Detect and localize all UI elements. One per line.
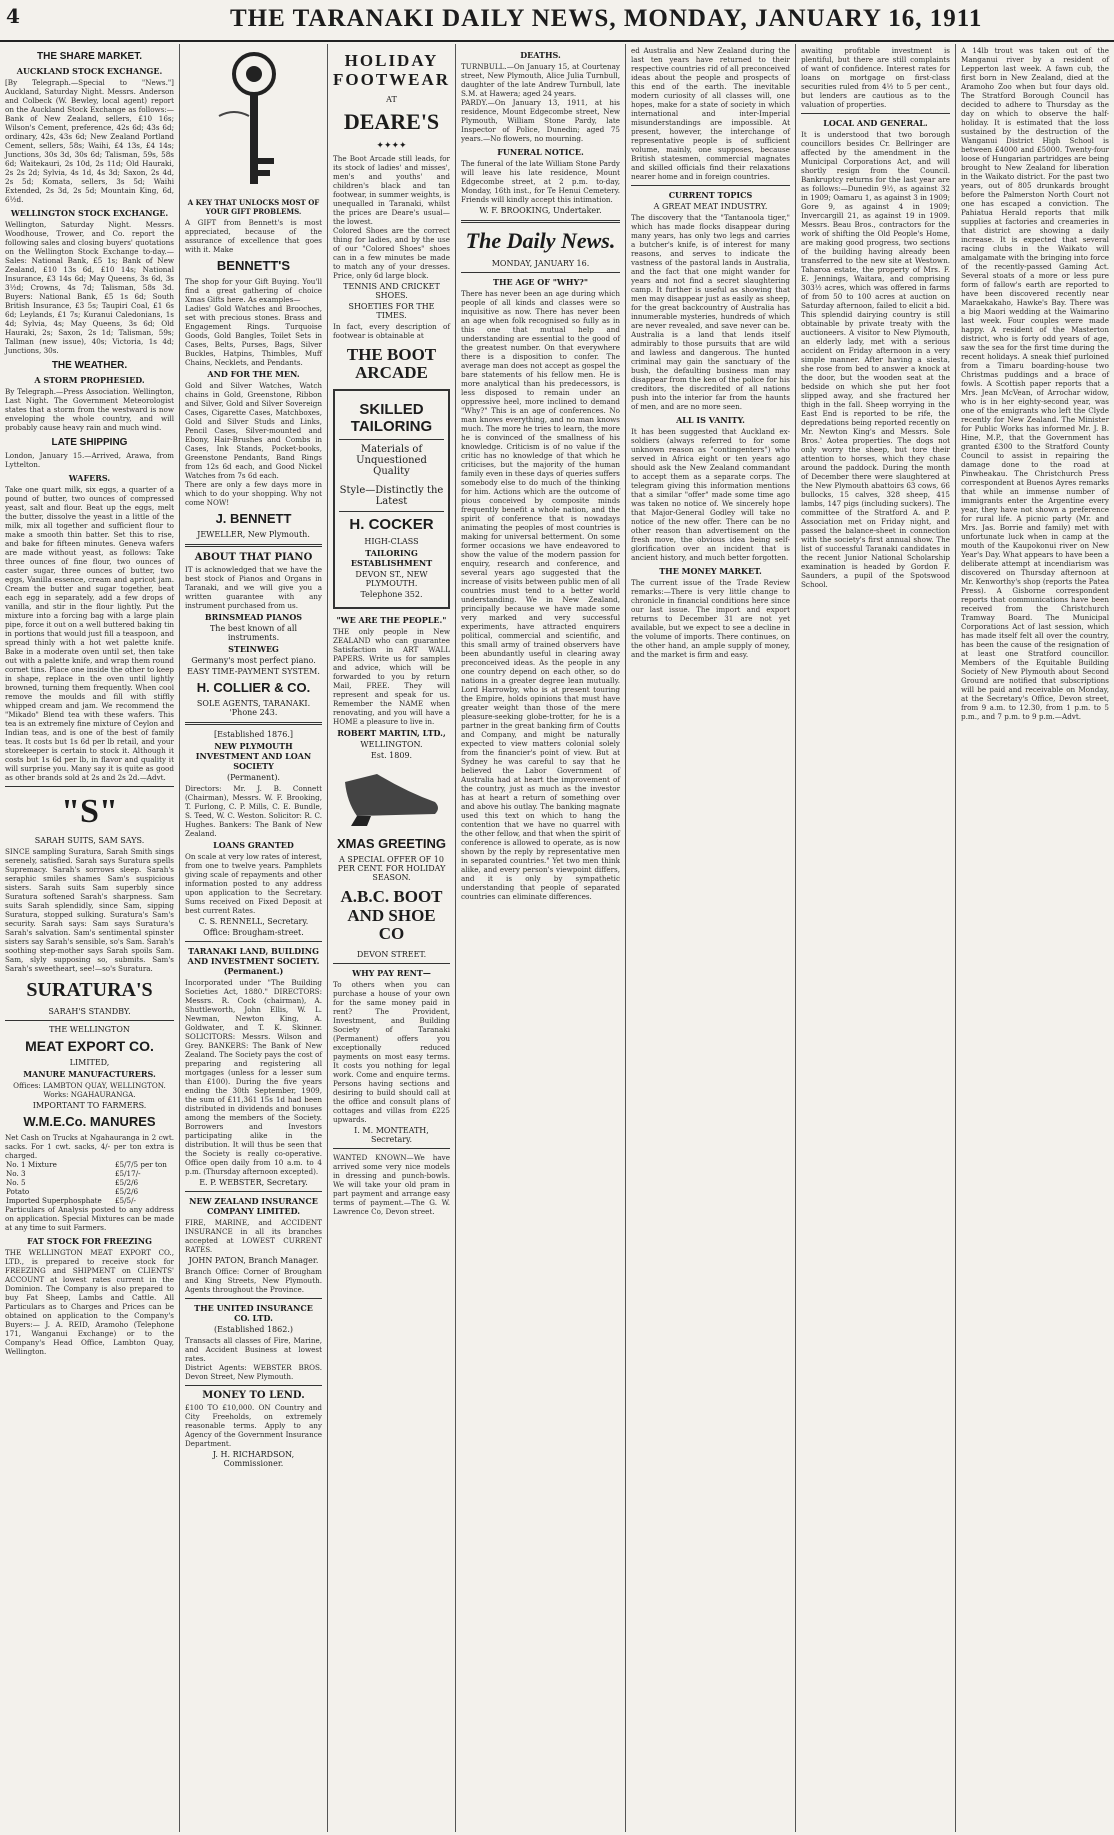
jeweller-label: JEWELLER, New Plymouth. [197,530,310,539]
shipping-report: London, January 15.—Arrived, Arawa, from Lyttelton. [5,451,177,469]
uic-established: (Established 1862.) [214,1325,293,1334]
page-number: 4 [6,4,20,28]
money-market-article: The current issue of the Trade Review remarks:—There is very little change to chronicle in financial conditions here since our last issue. The import and export returns to December 31 are not yet available, but we expect to see a decline in the volume of imports. There continues, on the other hand, an ample supply of money, and the market is firm and easy. [631,578,793,659]
age-why-continued: ed Australia and New Zealand during the last ten years have returned to their respective countries rid of all preconceived ideas about the people and prospects of this end of the earth. The inevitable modern curiosity of all classes will, one hopes, make for a state of society in which international and inter-Imperial misunderstandings are impossible. At present, however, the interchange of representative people is of sufficient volume, mainly, one supposes, because British statesmen, commercial magnates and skilled officials find their relaxations nearer home and in foreign countries. [631,46,793,181]
table-row: No. 5 £5/2/6 [6,1178,139,1188]
net-cash-text: Net Cash on Trucks at Ngahauranga in 2 cwt. sacks. For 1 cwt. sacks, 4/- per ton extra is charged. [5,1133,177,1161]
deares-heading: DEARE'S [343,109,440,135]
divider [339,511,444,512]
current-topics-heading: CURRENT TOPICS [668,190,753,200]
turnbull-notice: TURNBULL.—On January 15, at Courtenay street, New Plymouth, Alice Julia Turnbull, daughter of the late Andrew Turnbull, late S.M. at Hawera; aged 24 years. [461,62,623,98]
tlibs-text: Incorporated under "The Building Societies Act, 1880." DIRECTORS: Messrs. R. Cock (chairman), A. Shuttleworth, John Ellis, W. L. Newman, Newton King, A. Goldwater, and T. K. Skinner. SOLICITORS: Messrs. Wilson and Grey. BANKERS: The Bank of New Zealand. The Society pays the cost of preparing and registering all mortgages (unless for a lesser sum than £100). During the five years ending the 30th September, 1909, the sum of £11,361 15s 1d had been distributed in dividends and bonuses among the members of the Society. Borrowers and Investors participating alike in the distribution. It will thus be seen that the Society is really co-operative. Office open daily from 10 a.m. to 4 p.m. (Thursday afternoon excepted). [185,978,325,1176]
shipping-heading: LATE SHIPPING [51,437,128,448]
steinweg-heading: STEINWEG [228,644,279,654]
s-subheading: SARAH SUITS, SAM SAYS. [34,836,145,846]
meat-industry-article: The discovery that the "Tantanoola tiger," which has made flocks disappear during many years, has only two legs and carries a butcher's knife, is of interest for many reasons, and serves to indicate the vastness of the pastoral lands in Australia, and the fact that one might wander for years and not find a secret slaughtering camp. It further is useful as showing that men may disappear just as easily as sheep, for the great backcountry of Australia has innumerable mysteries, hundreds of which are never revealed, and save never can be. Australia is a land that lends itself admirably to those pursuits that are wild and lawless and dangerous. The hunted criminal may gain the sanctuary of the bush, the defaulting business man may disappear from the ken of the police for his creditors, the discredited of all nations push into the interior far from the haunts of men, and are no more seen. [631,213,793,411]
newspaper-title: THE TARANAKI DAILY NEWS, MONDAY, JANUARY 16, 1911 [230,5,983,32]
telephone-label: Telephone 352. [360,589,423,599]
meat-export-heading: MEAT EXPORT CO. [25,1038,154,1055]
suratura-copy: SINCE sampling Suratura, Sarah Smith sings serenely, satisfied. Sarah says Suratura spells Supremacy. Sarah's sorrows sleep. Sarah's seraphic smiles shames Sam's suspicious sisters. Sarah suits Sam superbly since Suratura softened Sarah's sharpness. Sam suits Sarah splendidly, since Sam, sipping Suratura, stopped sulking. Suratura's Sam's security. Sarah says: Sam says Suratura's Sarah's salvation. Sam's sentimental spinster sisters say Sarah's sensible, so's Sam. Sarah's soothing step-mother says Sarah spoils Sam. Sam, slyly supposing so, submits. Sam's Sarah's sweetheart, see!—so's Suratura. [5,847,177,974]
divider [339,439,444,440]
office-label: Office: Brougham-street. [203,928,304,937]
devon-address: DEVON ST., NEW PLYMOUTH. [355,569,428,588]
xmas-heading: XMAS GREETING [336,835,447,851]
at-label: AT [386,95,397,105]
novelty-text: There are only a few days more in which to do your shopping. Why not come NOW! [185,480,325,507]
column-7 [956,44,1114,1832]
auckland-report: [By Telegraph.—Special to "News."] Auckland, Saturday Night. Messrs. Anderson and Colbeck (W. Bewley, local agent) report on the Auckland Stock Exchange as follows:—Bank of New Zealand, sellers, £10 16s; Wilson's Cement, preference, 42s 6d; 43s 6d; ordinary, 42s, 43s 6d; New Zealand Portland Cement, sellers, 58s; Waihi, £4 13s, £4 14s; Junctions, 30s 3d, 30s 6d; Talisman, 59s, 58s 6d; Waitekauri, 2s 10d, 2s 11d; Old Hauraki, 2s 2s 2d; Sylvia, 4s 1d, 4s 3d; Saxon, 2s 4d, 2s 5d; Komata, sellers, 3s 5d; Waihi Extended, 2s 3d, 2s 5d; Mountain King, 6d, 6½d. [5,78,177,204]
wafers-heading: WAFERS. [68,473,111,483]
piano-heading: ABOUT THAT PIANO [194,552,313,563]
collier-text: SOLE AGENTS, TARANAKI. 'Phone 243. [196,699,311,717]
divider [185,1298,322,1299]
piano-text: IT is acknowledged that we have the best stock of Pianos and Organs in Taranaki, and we will give you a written guarantee with any instrument purchased from us. [185,565,325,610]
rennell-signature: C. S. RENNELL, Secretary. [198,917,309,926]
column-2 [180,44,328,1832]
established-label: [Established 1876.] [214,730,293,739]
webster-signature: E. P. WEBSTER, Secretary. [199,1178,308,1187]
xmas-offer: A SPECIAL OFFER OF 10 PER CENT. FOR HOLIDAY SEASON. [337,854,446,882]
table-row: No. 1 Mixture £5/7/5 per ton [6,1160,167,1170]
shoeties: SHOETIES FOR THE TIMES. [348,301,435,320]
people-heading: "WE ARE THE PEOPLE." [336,614,447,625]
tennis-shoes: TENNIS AND CRICKET SHOES. [343,281,440,300]
particulars-text: Particulars of Analysis posted to any address on application. Special Mixtures can be made at any time to suit Farmers. [5,1205,177,1233]
issue-date: MONDAY, JANUARY 16. [491,259,590,269]
divider [333,963,450,964]
wme-manures-heading: W.M.E.Co. MANURES [23,1114,156,1130]
gift-caption: A KEY THAT UNLOCKS MOST OF YOUR GIFT PROBLEMS. [187,198,320,216]
funeral-heading: FUNERAL NOTICE. [497,147,584,157]
style-text: Style—Distinctly the Latest [339,484,444,507]
local-general-heading: LOCAL AND GENERAL. [823,118,928,128]
npil-sub: (Permanent). [227,773,280,782]
vanity-heading: ALL IS VANITY. [676,415,745,425]
men-gifts: Gold and Silver Watches, Watch chains in Gold, Greenstone, Ribbon and Silver, Gold and Silver Sovereign Cases, Cigarette Cases, Matchboxes, Gold and Silver Studs and Links, Pencil Cases, Silver-mounted and Ebony, Hair-Brushes and Combs in Cases, Ink Stands, Pocket-books, Greenstone Pendants, Band Rings from 12s 6d each, and Good Nickel Watches from 7s 6d each. [185,381,325,480]
money-market-heading: THE MONEY MARKET. [659,566,762,576]
divider [185,544,322,547]
wellington-report: Wellington, Saturday Night. Messrs. Woodhouse, Trower, and Co. report the following sales and closing buyers' quotations on the Wellington Stock Exchange to-day.—Sales: National Bank, £5 1s; Bank of New Zealand, £10 13s 6d, £10 14s; National Insurance, £3 14s 6d; May Queens, 3s 6d, 3s 3½d; Crowns, 4s 7d; Talisman, 58s 3d. Buyers: National Bank, £5 1s 6d; South British Insurance, £3 5s; Taupiri Coal, £1 6s 6d; Leylands, £1 7s; Kuranui Caledonians, 1s 4d; Sylvia, 4s; May Queens, 3s 6d; Old Hauraki, 2s; Saxon, 2s 1d; Talisman, 59s; Tallman (new issue), 40s; Victoria, 1s 4d; Junctions, 30s. [5,220,177,355]
nzi-office: Branch Office: Corner of Brougham and King Streets, New Plymouth. Agents throughout the Province. [185,1267,325,1294]
paton-signature: JOHN PATON, Branch Manager. [188,1256,319,1265]
cocker-advert [333,389,450,609]
money-market-continued: awaiting profitable investment is plentiful, but there are still complaints of want of confidence. Interest rates for loans on mortgage on first-class securities ruled from 4½ to 5 per cent., but lenders are cautious as to the valuation of properties. [801,46,953,109]
key-illustration [199,46,309,196]
nzi-heading: NEW ZEALAND INSURANCE COMPANY LIMITED. [189,1196,318,1216]
divider [801,113,950,114]
column-1 [0,44,180,1832]
richardson-signature: J. H. RICHARDSON, Commissioner. [212,1450,295,1468]
auckland-exchange-heading: AUCKLAND STOCK EXCHANGE. [16,66,163,76]
divider [185,941,322,942]
divider [185,1191,322,1192]
manure-manufacturers: MANURE MANUFACTURERS. [23,1069,156,1080]
nzi-text: FIRE, MARINE, and ACCIDENT INSURANCE in all its branches accepted at LOWEST CURRENT RATES. [185,1218,325,1254]
money-heading: MONEY TO LEND. [202,1390,305,1401]
men-heading: AND FOR THE MEN. [207,369,300,379]
weather-subheading: A STORM PROPHESIED. [34,375,145,385]
materials-text: Materials of Unquestioned Quality [356,443,427,477]
offices-text: Offices: LAMBTON QUAY, WELLINGTON. Works: NGAHAURANGA. [13,1081,169,1100]
steinweg-text: Germany's most perfect piano. [191,656,316,665]
divider [5,786,174,787]
martin-established: Est. 1809. [370,750,413,760]
deaths-heading: DEATHS. [520,50,561,60]
abc-street: DEVON STREET. [356,950,427,959]
weather-report: By Telegraph.—Press Association. Wellington, Last Night. The Government Meteorologist states that a storm from the westward is now enveloping the whole country, and will probably cause heavy rain and much wind. [5,387,177,432]
monteath-signature: I. M. MONTEATH, Secretary. [354,1126,429,1144]
divider [333,1148,450,1149]
boot-arcade-heading: THE BOOT ARCADE [346,344,437,383]
ladies-gifts: Ladies' Gold Watches and Brooches, set with precious stones. Brass and Engagement Rings. Turquoise Goods, Gold Bangles, Toilet Sets in Cases, Belts, Purses, Bags, Silver Buckles, Hatpins, Thimbles, Muff Chains, Necklets, and Pendants. [185,304,325,367]
suratura-heading: SURATURA'S [26,979,153,1002]
masthead [0,0,1114,42]
people-text: THE only people in New ZEALAND who can guarantee Satisfaction in ART WALL PAPERS. Write us for samples and advice, which will be forwarded to you by return Mail, FREE. They will represent and speak for us. Remember the NAME when renovating, and you will have a HOME a pleasure to live in. [333,626,453,726]
martin-heading: ROBERT MARTIN, LTD., [337,727,446,738]
skilled-tailoring-heading: SKILLED TAILORING [350,400,433,435]
column-4 [456,44,626,1832]
gift-text: A GIFT from Bennett's is most appreciated, because of the assurance of excellence that goes with it. Make [185,218,325,254]
uic-heading: THE UNITED INSURANCE CO. LTD. [194,1303,313,1323]
collier-heading: H. COLLIER & CO. [196,680,311,695]
deares-text: The Boot Arcade still leads, for its stock of ladies' and misses', men's and youths' and children's black and tan footwear, in summer weights, is unequalled in Taranaki, whilst the prices are Deare's usual—the lowest. [333,153,453,226]
column-5 [626,44,796,1832]
vanity-article: It has been suggested that Auckland ex-soldiers (always referred to for some unknown reason as "contingenters") who served in Africa eight or ten years ago should ask the New Zealand commandant to accept them as a separate corps. The telegram giving this information mentions that a similar "offer" made some time ago was taken no notice of. We sincerely hope that Major-General Godley will take no notice of the new offer. There can be no other reason than advertisement on the fresh move, the obvious idea being self-glorification over an incident that is ancient history, and much better forgotten. [631,427,793,562]
jbennett-heading: J. BENNETT [215,511,292,526]
district-agents: District Agents: WEBSTER BROS. Devon Street, New Plymouth. [185,1363,325,1381]
wanted-text: WANTED KNOWN—We have arrived some very nice models in dressing and punch-bowls. We will take your old pram in part payment and arrange easy terms of payment.—The G. W. Lawrence Co, Devon street. [333,1153,453,1216]
divider [631,185,790,186]
rent-text: To others when you can purchase a house of your own for the same money paid in rent? The Provident, Investment, and Building Society of Taranaki (Permanent) offers you exceptionally reduced payments on most easy terms. It costs you nothing for legal work. Come and enquire terms. Persons having sections and desiring to build should call at the office and consult plans of cottages and villas from £225 upwards. [333,980,453,1124]
weather-heading: THE WEATHER. [51,360,128,371]
brinsmead-heading: BRINSMEAD PIANOS [204,612,303,622]
column-3 [328,44,456,1832]
fat-stock-heading: FAT STOCK FOR FREEZING [27,1236,152,1247]
table-row: Potato £5/2/6 [6,1187,139,1197]
boot-illustration [337,762,447,832]
npil-heading: NEW PLYMOUTH INVESTMENT AND LOAN SOCIETY [195,741,312,771]
divider [185,722,322,725]
rent-heading: WHY PAY RENT— [352,968,431,978]
funeral-text: The funeral of the late William Stone Pardy will leave his late residence, Mount Edgecombe street, at 2 p.m. to-day, Monday, 16th inst., for Te Henui Cemetery. Friends will kindly accept this intimation. [461,159,623,204]
tailoring-label: TAILORING ESTABLISHMENT [350,547,433,568]
divider [185,1385,322,1386]
meat-industry-heading: A GREAT MEAT INDUSTRY. [653,202,768,211]
martin-city: WELLINGTON. [360,739,423,749]
stars-ornament: ✦✦✦✦ [376,140,407,151]
bennetts-intro: The shop for your Gift Buying. You'll find a great gathering of choice Xmas Gifts here. As examples— [185,277,325,304]
s-letter: "S" [61,793,118,830]
divider [5,1020,174,1021]
divider [461,220,620,223]
loans-text: On scale at very low rates of interest, from one to twelve years. Pamphlets giving scale of repayments and other information posted to any address upon application to the Secretary. Sums received on Fixed Deposit at best current Rates. [185,852,325,915]
wellington-exchange-heading: WELLINGTON STOCK EXCHANGE. [10,208,169,218]
pardy-notice: PARDY.—On January 13, 1911, at his residence, Mount Edgecombe street, New Plymouth, William Stone Pardy, late Inspector of Police, Dunedin; aged 75 years.—No flowers, no mourning. [461,98,623,143]
age-why-article: There has never been an age during which people of all kinds and classes were so inquisitive as now. There has never been an age when folk recognised so fully as in this one that mutual help and understanding are essential to the good of the greatest number. On that everywhere there is a disposition to confer. The average man does not accept as gospel the bare statements of his fellow men. He is more analytical than his predecessors, is less disposed to remain under an oppressive heel, more inclined to demand "Why?" This is an age of conferences. No man knows everything, and no man knows much. The more he tries to learn, the more he is convinced of the smallness of his knowledge. Criticism is of no value if the critic has no knowledge of that which he criticises, but the majority of the human family even in these days of queries suffers somebody else to do much of the thinking for him. Actions which are the outcome of pious conceived by composite minds frequently benefit a whole nation, and the spirit of conference that is nowadays animating the peoples of most countries is making for universal betterment. On some former occasions we have endeavored to show the value of the modern passion for enquiry, research and conference, and several years ago suggested that the increase of visits between public men of all countries must tend to a better world understanding. We in New Zealand, principally because we have made some very marked and very successful experiments, have attracted enquirers political, commercial and scientific, and this small army of trained observers have been abundantly useful in clearing away preconceived ideas. As the people in any one country depend on each other, so do nations in a greater degree lean mutually. Lord Harrowby, who is at present touring the Empire, holds opinions that must have greater weight than those of the mere pleasure-seeking globe-trotter, for he is a partner in the great banking firm of Coutts and Company, and might be naturally expected to view matters colonial solely from the financier's point of view. But at Sydney he was careful to say that he believed the Labor Government of Australia had at heart the improvement of the country, just as much as the investor has at heart a return of something over and above his outlay. The banking magnate used this text on which to hang the contention that we have no quarrel with the other fellow, and that when the spirit of conference is allowed to operate, as is now shown by the reply by representative men in separated countries." Yet two men think alike, and every person's viewpoint differs, and it is only by sympathetic understanding that people of separated countries can eliminate differences. [461,289,623,902]
fat-stock-text: THE WELLINGTON MEAT EXPORT CO., LTD., is prepared to receive stock for FREEZING and SHIPMENT on CLIENTS' ACCOUNT at lowest rates current in the Dominion. The Company is also prepared to buy Fat Sheep, Lambs and Cattle. All Particulars as to Charges and Prices can be obtained on application to the Company's Buyers:— J. A. REID, Aramoho (Telephone 171, Wanganui Exchange) or to the Company's Head Office, Lambton Quay, Wellington. [5,1248,177,1357]
directors-text: Directors: Mr. J. B. Connett (Chairman), Messrs. W. F. Brooking, T. Furlong, C. P. Mills, C. E. Bundle, S. Teed, W. C. Weston. Solicitor: R. C. Hughes. Bankers: The Bank of New Zealand. [185,784,325,838]
highclass-label: HIGH-CLASS [364,536,419,546]
manure-price-table [5,1160,174,1205]
wafers-recipe: Take one quart milk, six eggs, a quarter of a pound of butter, two ounces of compressed yeast, salt and flour. Beat up the eggs, melt the butter, dissolve the yeast in a little of the milk, mix all together and sufficient flour to make a smooth thin batter. Set this to rise, and bake for fifteen minutes. Geneva wafers are made without yeast, as follows: Take three ounces of fine flour, two ounces of caster sugar, three ounces of butter, two eggs, Vanilla essence, cream and apricot jam. Cream the butter and sugar together, beat each egg in separately, add a few drops of vanilla, and stir in the flour lightly. Put the mixture into a forcing bag with a large plain pipe, force it out on a well buttered baking tin in portions that would just fill a teaspoon, and spread thinly with a hot wet palette knife. Bake in a moderate oven until set, then take out with a palette knife, and wrap them round cornet tins. Place one inside the other to keep in shape, replace in the oven until lightly browned, turning them frequently. When cool remove the moulds and fill with stiffly whipped cream and jam. We recommend the "Mikado" Blend tea with these wafers. This tea is an extremely fine mixture of Ceylon and Indian teas, and is one of the best of family teas. It costs but 1s 6d per lb retail, and your storekeeper is certain to stock it. Although it costs but 1s 6d per lb, in flavor and quality it will surprise you. Many say it is quite as good as other brands sold at 2s and 2s 2d.—Advt. [5,485,177,782]
share-market-heading: THE SHARE MARKET. [36,51,142,62]
loans-heading: LOANS GRANTED [213,840,294,850]
easy-payment: EASY TIME-PAYMENT SYSTEM. [187,667,320,676]
table-row: No. 3 £5/17/- [6,1169,141,1179]
bennetts-heading: BENNETT'S [216,258,291,273]
cocker-heading: H. COCKER [349,515,434,533]
table-row: Imported Superphosphate £5/5/- [6,1196,136,1206]
abc-heading: A.B.C. BOOT AND SHOE CO [340,886,443,944]
column-6 [796,44,956,1832]
limited-label: LIMITED, [69,1058,110,1068]
age-why-heading: THE AGE OF "WHY?" [492,277,589,288]
wellington-label: THE WELLINGTON [49,1025,130,1035]
colored-shoes-text: Colored Shoes are the correct thing for ladies, and by the use of our "Colored Shoes" shoes can in a few minutes be made to match any of your dresses. Price, only 6d large block. [333,225,453,280]
local-general-news: It is understood that two borough councillors besides Cr. Bellringer are affected by the amendment in the Municipal Corporations Act, and will shortly resign from the Council. Bankruptcy returns for the last year are as follows:—Dunedin 9½, as against 32 in 1909; Oamaru 1, as against 3 in 1909; Gore 9, as against 4 in 1909; Invercargill 21, as against 19 in 1909. Messrs. Beau Bros., contractors for the work of shifting the Old People's Home, are making good progress, two sections of the building having already been transferred to the new site at Westown. Taharoa estate, the property of Mrs. F. E. Jennings, Waitara, and comprising 303½ acres, which was offered in farms of from 50 to 100 acres at auction on Saturday afternoon, failed to elicit a bid. This splendid dairying country is still obtainable by private treaty with the auctioneers. A visitor to New Plymouth, an elderly lady, met with a serious accident on Friday afternoon in a very simple manner. After having a siesta, she rose from bed to answer a knock at the door, but the wooden seat at the bedside on which she put her foot slipped away, and she fractured her thigh in the fall. Sheep worrying in the East End is reported to be rife, the depredations being reported recently on Mr. Newton King's and Messrs. Sole Bros.' Aotea properties. The dogs not only worry the sheep, but tore their attention to horses, which they chase around the paddock. During the month of December there were slaughtered at the New Plymouth abattoirs 63 cows, 66 bullocks, 15 calves, 328 sheep, 415 lambs, 147 pigs (including suckers). The committee of the Stratford A. and P. Association met on Friday night, and passed the balance-sheet in connection with the society's first annual show. The list of successful Taranaki candidates in the recent Junior National Scholarship examination is headed by Gordon F. Saunders, a pupil of the Spotswood School. [801,130,953,589]
brinsmead-text: The best known of all instruments. [209,624,298,642]
tlibs-heading: TARANAKI LAND, BUILDING AND INVESTMENT SOCIETY. (Permanent.) [187,946,320,976]
local-general-continued: A 14lb trout was taken out of the Manganui river by a resident of Lepperton last week. A fawn cub, the first born in New Zealand, died at the Aramoho Zoo when but four days old. The Stratford Borough Council has decided to adhere to Thursday as the day on which to observe the half-holiday. It is estimated that the loss sustained by the destruction of the Wanganui District High School is between £4000 and £5000. Twenty-four loose of Hungarian partridges are being brought to New Zealand for liberation in the Waikato district. For the past two years, out of 805 drunkards brought before the Palmerston North Court not one has escaped a conviction. The Pahiatua Herald reports that milk supplies at factories and creameries in that district are showing a daily increase. It is expected that several racing clubs in the Waikato will amalgamate with the bringing into force of the recently-passed Gaming Act. Several stoats of a more or less pure form of fallow's earth are reported to have been discovered recently near Maraekakaho, Hawke's Bay. There was a big Maori wedding at the Waimarino last week. Four couples were made happy. A resident of the Masterton district, who is forty odd years of age, saw the sea for the first time during the recent holidays. A sneak thief purloined from a Timaru boarding-house two Christmas puddings and a brace of fowls. A Scottish paper reports that a Mrs. Jean McVean, of Arrochar widow, who is in her eighty-second year, was one of the emigrants who left the Clyde recently for New Zealand. The Minister for Public Works has informed Mr. J. B. Hine, M.P., that the Government has granted £300 to the Stratford County Council to assist in repairing the damage done to the road at Pinwheakau. The Christchurch Press correspondent at Buenos Ayres remarks that while an immense number of immigrants enter the Argentine every year, they have not shown a preference for rural life. A picnic party (Mr. and Mrs. Jas. Borrie and family) met with unfortunate luck when in camp at the mouth of the Kaupokonui river on New Year's Day. What appears to have been a deliberate attempt at incendiarism was discovered on Thursday afternoon at Mr. Kenworthy's shop (reports the Patea Press). A Gisborne correspondent reports that communications have been received from the Christchurch Tramway Board. The Municipal Corporations Act of last session, which has made itself felt all over the country, has been the cause of the resignation of at least one Stratford councillor. Members of the Equitable Building Society of New Plymouth about Second Ground are notified that subscriptions will be paid and receivable on Monday, at the Secretary's Office, Devon street, from 9 a.m. to 12.30, from 1 p.m. to 5 p.m., and 7 p.m. to 9 p.m.—Advt. [961,46,1112,721]
suratura-subheading: SARAH'S STANDBY. [48,1007,131,1017]
fact-text: In fact, every description of footwear is obtainable at [333,321,453,340]
divider [461,272,620,273]
holiday-footwear-heading: HOLIDAY FOOTWEAR [333,51,451,89]
brooking-signature: W. F. BROOKING, Undertaker. [479,206,602,215]
important-label: IMPORTANT TO FARMERS. [32,1101,147,1111]
daily-news-masthead: The Daily News. [465,228,616,253]
money-text: £100 TO £10,000. ON Country and City Freeholds, on extremely reasonable terms. Apply to any Agency of the Government Insurance Department. [185,1403,325,1448]
uic-text: Transacts all classes of Fire, Marine, and Accident Business at lowest rates. [185,1336,325,1363]
